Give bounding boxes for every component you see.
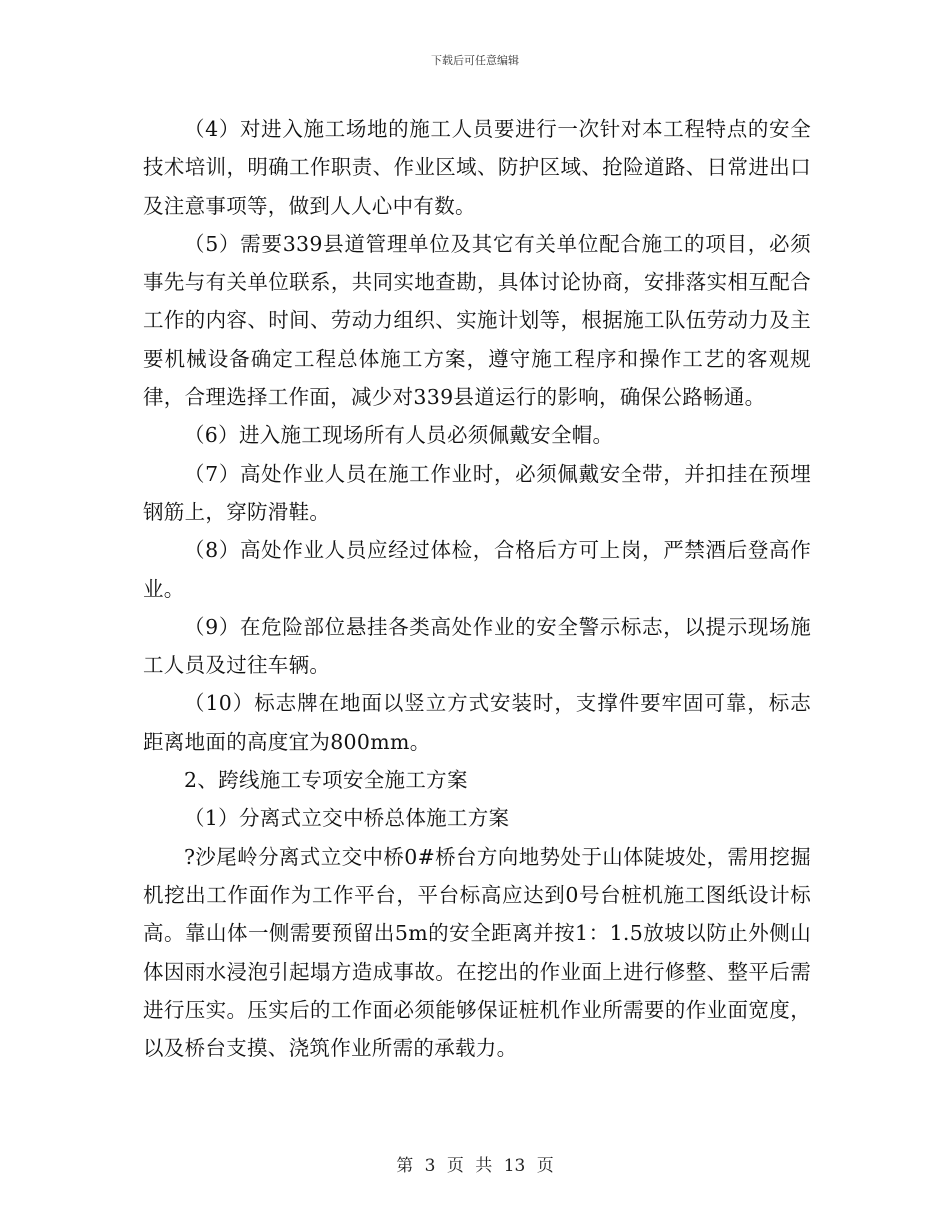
paragraph-item-9: （9）在危险部位悬挂各类高处作业的安全警示标志，以提示现场施工人员及过往车辆。	[143, 614, 811, 678]
paragraph-body: ?沙尾岭分离式立交中桥0#桥台方向地势处于山体陡坡处，需用挖掘机挖出工作面作为工作平台，平台标高应达到0号台桩机施工图纸设计标高。靠山体一侧需要预留出5m的安全距离并按1：1.5放坡以防止外侧山体因雨水浸泡引起塌方造成事故。在挖出的作业面上进行修整、整平后需进行压实。压实后的工作面必须能够保证桩机作业所需要的作业面宽度，以及桥台支摸、浇筑作业所需的承载力。	[143, 844, 811, 1061]
paragraph-item-5: （5）需要339县道管理单位及其它有关单位配合施工的项目，必须事先与有关单位联系，共同实地查勘，具体讨论协商，安排落实相互配合工作的内容、时间、劳动力组织、实施计划等，根据施工队伍劳动力及主要机械设备确定工程总体施工方案，遵守施工程序和操作工艺的客观规律，合理选择工作面，减少对339县道运行的影响，确保公路畅通。	[143, 231, 811, 410]
document-body	[143, 110, 811, 1067]
page-header: 下载后可任意编辑	[431, 54, 519, 67]
paragraph-item-7: （7）高处作业人员在施工作业时，必须佩戴安全带，并扣挂在预埋钢筋上，穿防滑鞋。	[143, 461, 811, 524]
paragraph-item-10: （10）标志牌在地面以竖立方式安装时，支撑件要牢固可靠，标志距离地面的高度宜为800mm。	[143, 691, 811, 754]
paragraph-item-4: （4）对进入施工场地的施工人员要进行一次针对本工程特点的安全技术培训，明确工作职责、作业区域、防护区域、抢险道路、日常进出口及注意事项等，做到人人心中有数。	[143, 117, 811, 218]
subsection-heading: （1）分离式立交中桥总体施工方案	[184, 806, 510, 831]
paragraph-item-8: （8）高处作业人员应经过体检，合格后方可上岗，严禁酒后登高作业。	[143, 538, 811, 601]
paragraph-item-6: （6）进入施工现场所有人员必须佩戴安全帽。	[184, 423, 614, 448]
page-footer: 第 3 页 共 13 页	[396, 1156, 554, 1176]
section-heading: 2、跨线施工专项安全施工方案	[184, 768, 468, 793]
